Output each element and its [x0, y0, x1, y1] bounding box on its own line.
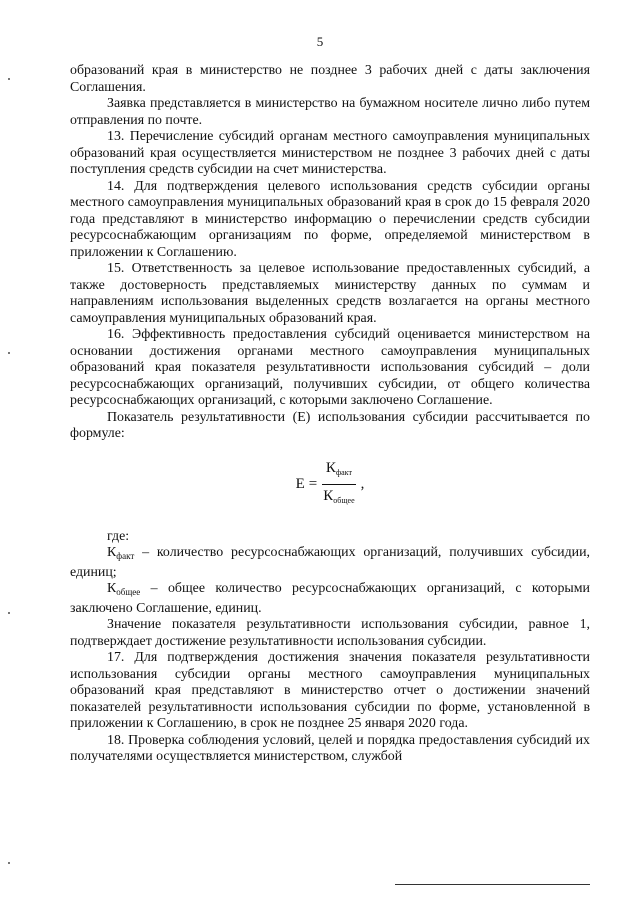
k-total-symbol: К: [107, 581, 117, 596]
definition-k-fact: [70, 545, 590, 581]
numerator-symbol: К: [325, 460, 336, 476]
k-fact-subscript: факт: [116, 551, 135, 561]
denominator-symbol: К: [323, 487, 334, 504]
paragraph-where: где:: [107, 528, 130, 544]
paragraph-item-16: 16. Эффективность предоставления субсидий оценивается министерством на основании достижения органами местного самоуправления муниципальных образований края показателя результативности использования субсидий – доли ресурсоснабжающих организаций, получивших субсидии, от общего количества ресурсоснабжающих организаций, с которыми заключено Соглашение.: [70, 327, 590, 408]
scan-margin-mark: [8, 78, 10, 80]
paragraph-item-17: 17. Для подтверждения достижения значения показателя результативности использования субсидии органы местного самоуправления муниципальных образований края представляют в министерство отчет о достижении значений показателей результативности использования субсидии по форме, установленной в приложении к Соглашению, в срок не позднее 25 января 2020 года.: [70, 650, 590, 731]
scan-margin-mark: [8, 352, 10, 354]
scan-margin-mark: [8, 612, 10, 614]
paragraph-value-one: Значение показателя результативности использования субсидии, равное 1, подтверждает достижение результативности использования субсидии.: [70, 617, 590, 649]
k-fact-symbol: К: [107, 545, 117, 560]
formula-numerator: [322, 460, 356, 485]
numerator-subscript: факт: [335, 468, 352, 477]
formula-comma: ,: [360, 476, 365, 493]
scan-margin-mark: [8, 862, 10, 864]
paragraph-item-18: 18. Проверка соблюдения условий, целей и порядка предоставления субсидий их получателями осуществляется министерством, службой: [70, 732, 590, 764]
paragraph-item-13: 13. Перечисление субсидий органам местного самоуправления муниципальных образований края осуществляется министерством не позднее 3 рабочих дней с даты поступления средств субсидии на счет министерства.: [70, 129, 590, 177]
formula-equals: =: [308, 476, 318, 493]
k-total-text: – общее количество ресурсоснабжающих организаций, с которыми заключено Соглашение, единиц.: [70, 581, 590, 616]
k-total-subscript: общее: [116, 587, 141, 597]
paragraph-formula-intro: Показатель результативности (Е) использования субсидии рассчитывается по формуле:: [70, 409, 590, 441]
footer-rule: [395, 884, 590, 885]
paragraph-continuation: образований края в министерство не позднее 3 рабочих дней с даты заключения Соглашения.: [70, 63, 590, 95]
document-body: [70, 63, 590, 766]
denominator-subscript: общее: [333, 495, 355, 505]
page-number: 5: [316, 34, 324, 49]
definition-k-total: [70, 581, 590, 617]
paragraph-item-14: 14. Для подтверждения целевого использования средств субсидии органы местного самоуправления муниципальных образований края в срок до 15 февраля 2020 года представляют в министерство информацию о перечислении средств субсидии ресурсоснабжающим организациям по форме, определяемой министерством в приложении к Соглашению.: [70, 178, 590, 260]
formula-denominator: [319, 485, 358, 510]
effectiveness-formula: [70, 451, 590, 519]
k-fact-text: – количество ресурсоснабжающих организаций, получивших субсидии, единиц;: [70, 545, 590, 580]
formula-fraction: [319, 460, 358, 509]
paragraph-item-15: 15. Ответственность за целевое использование предоставленных субсидий, а также достоверность представляемых министерству данных по суммам и направлениям использования выделенных средств возлагается на органы местного самоуправления муниципальных образований края.: [70, 261, 590, 326]
formula-lhs: Е: [295, 476, 305, 493]
paragraph-application-submission: Заявка представляется в министерство на бумажном носителе лично либо путем отправления по почте.: [70, 96, 590, 128]
